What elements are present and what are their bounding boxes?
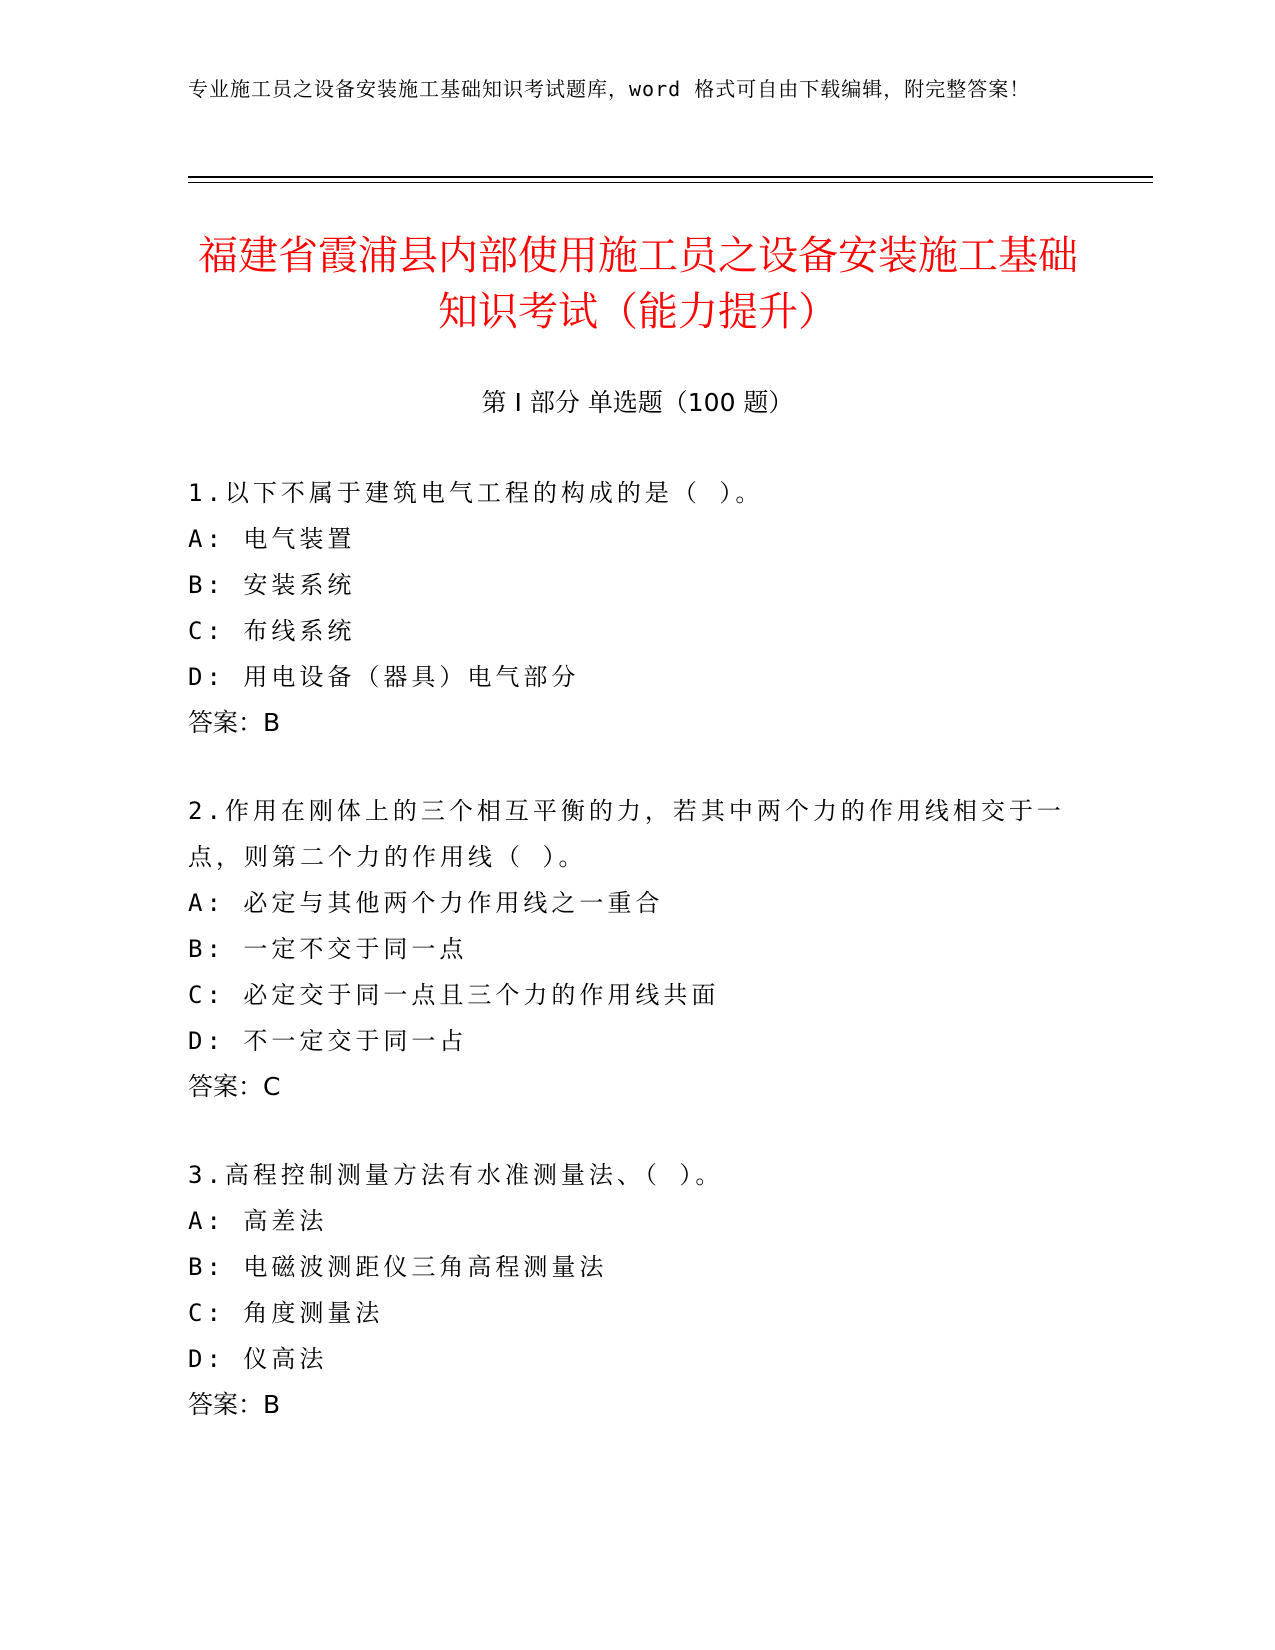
option-d: D: 用电设备（器具）电气部分 [188,663,580,691]
question-list [188,470,1068,1470]
section-heading: 第 I 部分 单选题（100 题） [481,388,794,417]
option-a: A: 高差法 [188,1207,328,1235]
header-note: 专业施工员之设备安装施工基础知识考试题库，word 格式可自由下载编辑，附完整答案！ [188,77,1031,101]
question-3 [188,1152,1068,1428]
option-a: A: 必定与其他两个力作用线之一重合 [188,889,664,917]
answer-line: 答案：B [188,1390,281,1419]
option-b: B: 一定不交于同一点 [188,935,468,963]
question-stem: 1.以下不属于建筑电气工程的构成的是（ ）。 [188,479,764,507]
question-1 [188,470,1068,746]
option-b: B: 安装系统 [188,571,356,599]
option-c: C: 布线系统 [188,617,356,645]
header-divider-thin [188,182,1153,183]
option-b: B: 电磁波测距仪三角高程测量法 [188,1253,608,1281]
document-title: 福建省霞浦县内部使用施工员之设备安装施工基础知识考试（能力提升） [198,233,1078,335]
question-stem: 2.作用在刚体上的三个相互平衡的力，若其中两个力的作用线相交于一点，则第二个力的作用线（ ）。 [188,797,1065,871]
answer-line: 答案：B [188,708,281,737]
option-c: C: 角度测量法 [188,1299,384,1327]
option-d: D: 仪高法 [188,1345,328,1373]
option-d: D: 不一定交于同一占 [188,1027,468,1055]
option-a: A: 电气装置 [188,525,356,553]
header-divider-thick [188,176,1153,178]
option-c: C: 必定交于同一点且三个力的作用线共面 [188,981,720,1009]
question-2 [188,788,1068,1110]
answer-line: 答案：C [188,1072,281,1101]
question-stem: 3.高程控制测量方法有水准测量法、（ ）。 [188,1161,724,1189]
